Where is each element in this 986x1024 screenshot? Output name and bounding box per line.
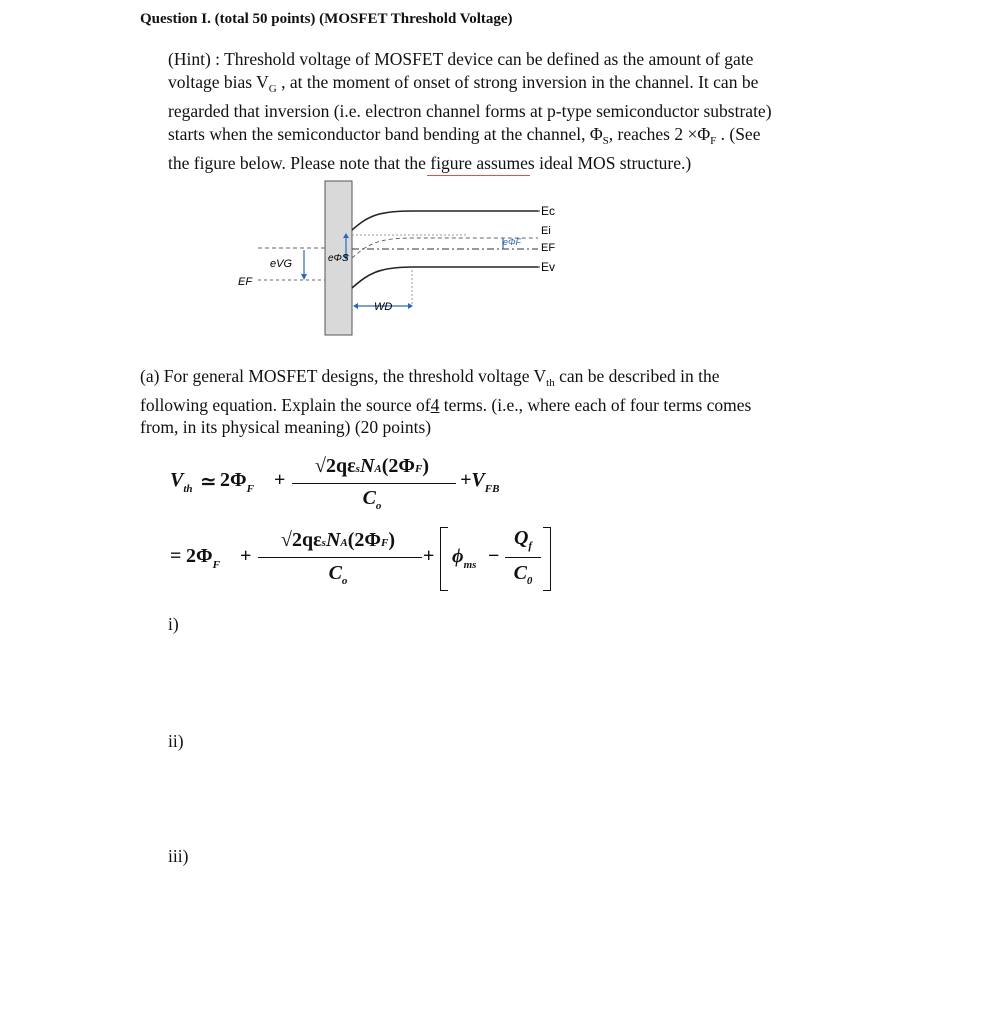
ef-right-label: EF [541,242,556,254]
ec-label: Ec [541,204,556,218]
mos-band-diagram [228,178,598,338]
answer-item-i: i) [168,614,179,634]
part-a-line-3: from, in its physical meaning) (20 points) [140,417,432,437]
hint-line-5: the figure below. Please note that the figure assumes ideal MOS structure.) [168,153,692,173]
red-underline-mark [427,175,530,176]
ec-band [352,211,538,230]
wd-label: WD [374,301,393,313]
ef-left-label: EF [238,276,253,288]
hint-line-1: (Hint) : Threshold voltage of MOSFET device can be defined as the amount of gate [168,49,754,69]
left-bracket [440,527,448,591]
answer-item-ii: ii) [168,731,184,751]
question-title: Question I. (total 50 points) (MOSFET Threshold Voltage) [140,11,513,27]
equation-line-2: = $2\Phi_F$ + √2qεsNA(2ΦF) $C_o$ + $\phi_{ms}$ − $Q_f$ $C_0$ [170,525,590,595]
hint-line-2: voltage bias $V_G$ , at the moment of onset of strong inversion in the channel. It can be [168,71,759,95]
ephis-label: eΦS [328,253,349,264]
part-a-line-1: (a) For general MOSFET designs, the threshold voltage $V_{th}$ can be described in the [140,366,720,389]
ev-label: Ev [541,260,556,274]
hint-paragraph [168,48,868,175]
evg-label: eVG [270,258,293,270]
part-a-line-2: following equation. Explain the source of4 terms. (i.e., where each of four terms comes [140,395,752,415]
ei-label: Ei [541,225,551,237]
ev-band [352,267,538,288]
part-a-text [140,365,840,438]
hint-line-4: starts when the semiconductor band bending at the channel, $\Phi_S$, reaches $2 \times\Phi_F$ . (See [168,123,761,147]
hint-line-3: regarded that inversion (i.e. electron channel forms at p-type semiconductor substrate) [168,101,772,121]
ephif-label: eΦF [503,237,522,247]
right-bracket [543,527,551,591]
answer-item-iii: iii) [168,846,189,866]
equation-line-1: $V_{th}$ ≃ $2\Phi_F$ + √2qεsNA(2ΦF) $C_o$ $+V_{FB}$ [170,455,500,512]
